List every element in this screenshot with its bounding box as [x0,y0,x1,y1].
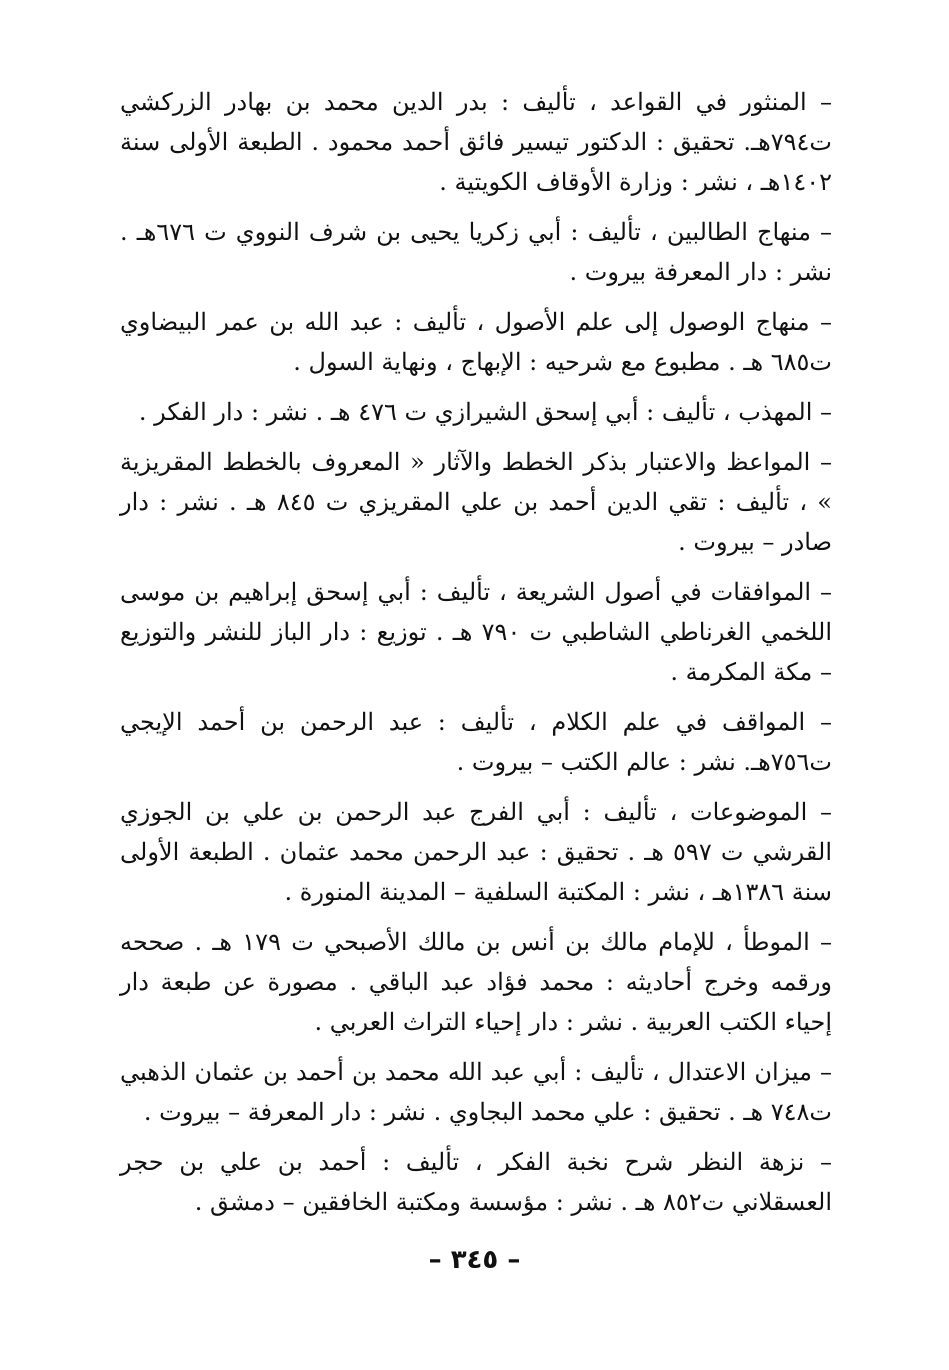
bibliography-entry: – المنثور في القواعد ، تأليف : بدر الدين محمد بن بهادر الزركشي ت٧٩٤هـ. تحقيق : الدكتور تيسير فائق أحمد محمود . الطبعة الأولى سنة ١٤٠٢هـ ، نشر : وزارة الأوقاف الكويتية . [120,88,832,196]
bibliography-entry: – المواقف في علم الكلام ، تأليف : عبد الرحمن بن أحمد الإيجي ت٧٥٦هـ. نشر : عالم الكتب – بيروت . [120,708,832,776]
bibliography-entry: – الموافقات في أصول الشريعة ، تأليف : أبي إسحق إبراهيم بن موسى اللخمي الغرناطي الشاطبي ت ٧٩٠ هـ . توزيع : دار الباز للنشر والتوزيع – مكة المكرمة . [120,578,832,686]
bibliography-entry: – نزهة النظر شرح نخبة الفكر ، تأليف : أحمد بن علي بن حجر العسقلاني ت٨٥٢ هـ . نشر : مؤسسة ومكتبة الخافقين – دمشق . [120,1148,832,1216]
bibliography-entry: – المهذب ، تأليف : أبي إسحق الشيرازي ت ٤٧٦ هـ . نشر : دار الفكر . [138,398,832,426]
bibliography-entry: – ميزان الاعتدال ، تأليف : أبي عبد الله محمد بن أحمد بن عثمان الذهبي ت٧٤٨ هـ . تحقيق : علي محمد البجاوي . نشر : دار المعرفة – بيروت . [120,1058,832,1126]
bibliography-entry: – الموطأ ، للإمام مالك بن أنس بن مالك الأصبحي ت ١٧٩ هـ . صححه ورقمه وخرج أحاديثه : محمد فؤاد عبد الباقي . مصورة عن طبعة دار إحياء الكتب العربية . نشر : دار إحياء التراث العربي . [120,928,832,1036]
page-number: – ٣٤٥ – [428,1245,521,1275]
bibliography-entry: – منهاج الوصول إلى علم الأصول ، تأليف : عبد الله بن عمر البيضاوي ت٦٨٥ هـ . مطبوع مع شرحيه : الإبهاج ، ونهاية السول . [120,308,832,376]
bibliography-entry: – منهاج الطالبين ، تأليف : أبي زكريا يحيى بن شرف النووي ت ٦٧٦هـ . نشر : دار المعرفة بيروت . [120,218,832,286]
bibliography-entry: – الموضوعات ، تأليف : أبي الفرج عبد الرحمن بن علي بن الجوزي القرشي ت ٥٩٧ هـ . تحقيق : عبد الرحمن محمد عثمان . الطبعة الأولى سنة ١٣٨٦هـ ، نشر : المكتبة السلفية – المدينة المنورة . [120,798,832,906]
bibliography-entry: – المواعظ والاعتبار بذكر الخطط والآثار « المعروف بالخطط المقريزية » ، تأليف : تقي الدين أحمد بن علي المقريزي ت ٨٤٥ هـ . نشر : دار صادر – بيروت . [120,448,832,556]
bibliography-list [120,82,832,1232]
